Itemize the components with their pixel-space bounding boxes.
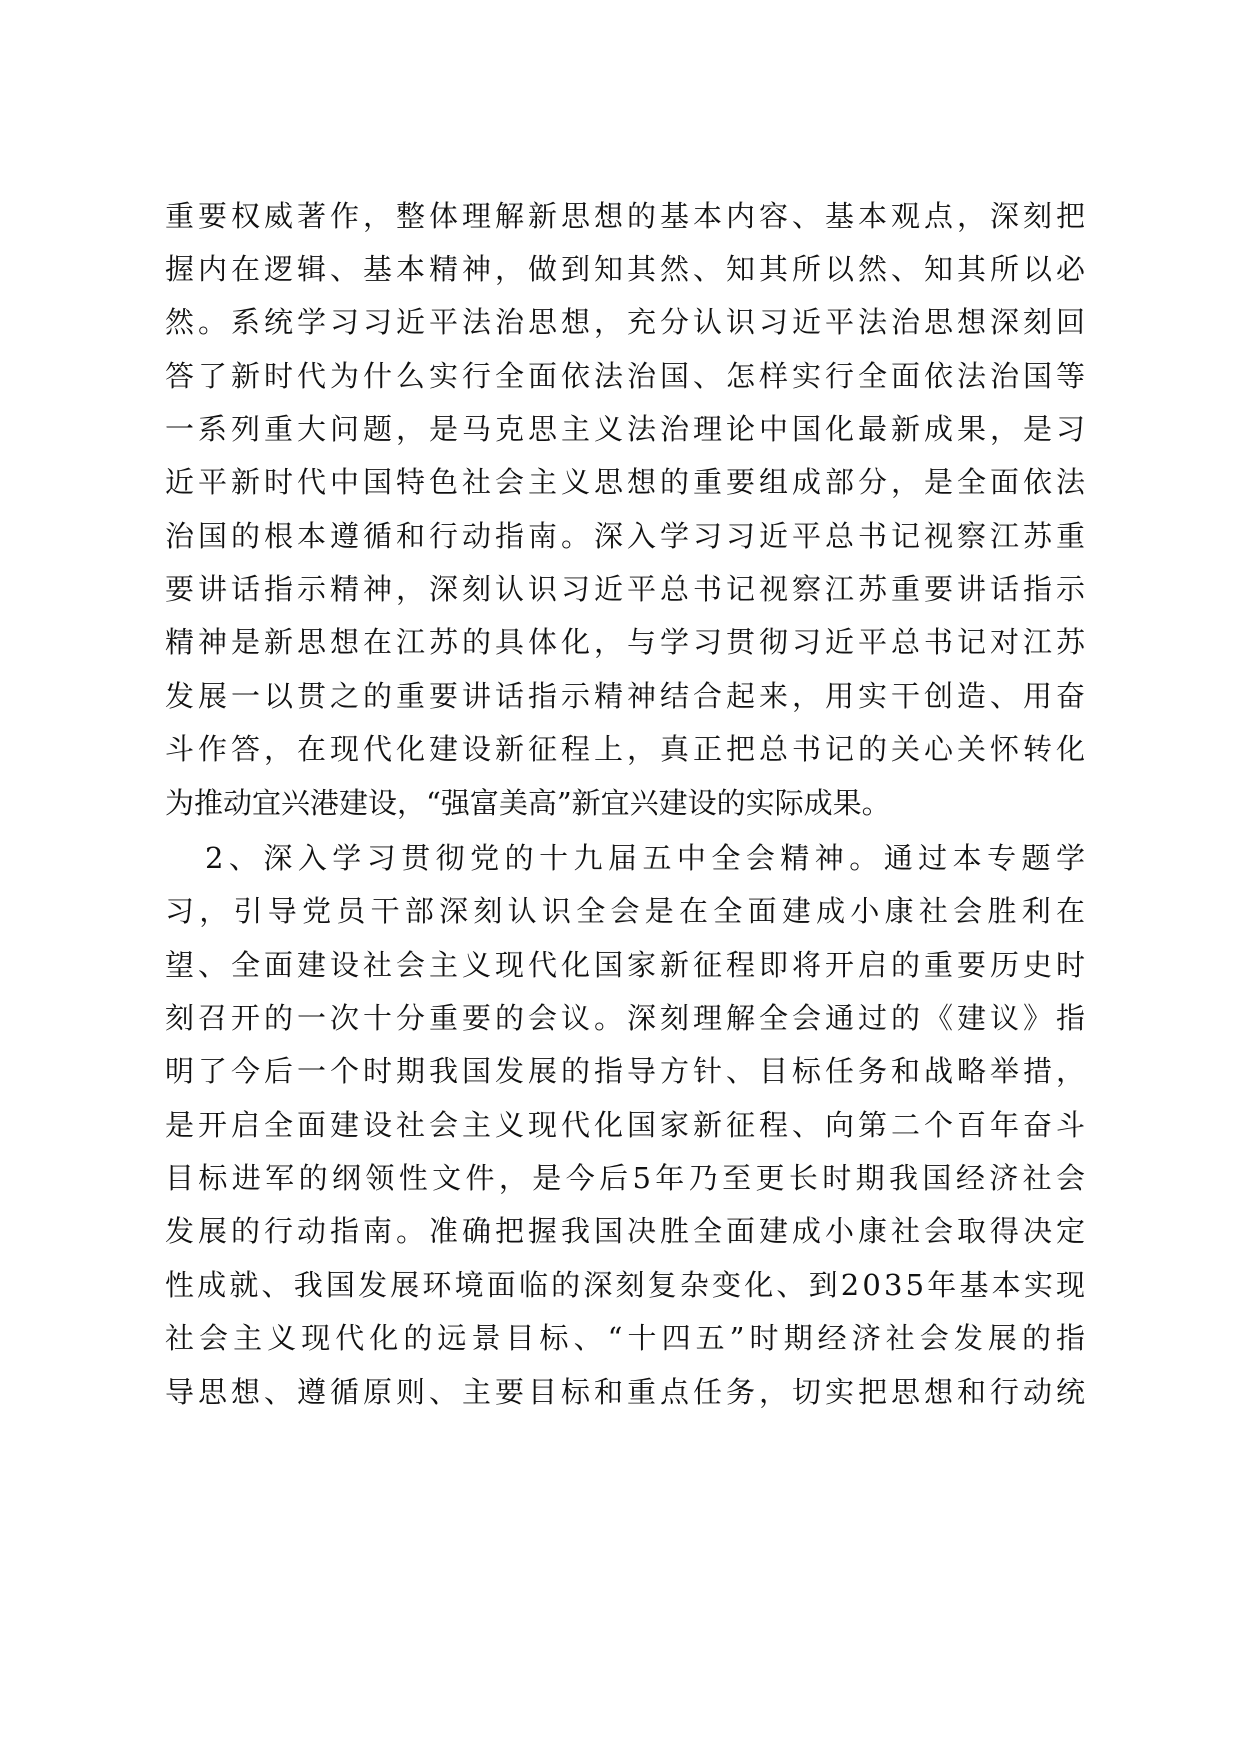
text-line: 社会主义现代化的远景目标、“十四五”时期经济社会发展的指 [165, 1321, 1091, 1355]
text-line: 性成就、我国发展环境面临的深刻复杂变化、到2035年基本实现 [165, 1268, 1089, 1302]
text-line: 发展的行动指南。准确把握我国决胜全面建成小康社会取得决定 [165, 1214, 1089, 1248]
text-line: 握内在逻辑、基本精神，做到知其然、知其所以然、知其所以必 [165, 252, 1089, 286]
text-line: 导思想、遵循原则、主要目标和重点任务，切实把思想和行动统 [165, 1375, 1089, 1409]
text-line: 精神是新思想在江苏的具体化，与学习贯彻习近平总书记对江苏 [165, 625, 1089, 659]
text-line: 习，引导党员干部深刻认识全会是在全面建成小康社会胜利在 [165, 894, 1091, 928]
text-line: 然。系统学习习近平法治思想，充分认识习近平法治思想深刻回 [165, 305, 1089, 339]
text-line: 目标进军的纲领性文件，是今后5年乃至更长时期我国经济社会 [165, 1161, 1090, 1195]
text-line: 治国的根本遵循和行动指南。深入学习习近平总书记视察江苏重 [165, 519, 1089, 553]
text-line: 发展一以贯之的重要讲话指示精神结合起来，用实干创造、用奋 [165, 679, 1089, 713]
text-line: 答了新时代为什么实行全面依法治国、怎样实行全面依法治国等 [165, 359, 1089, 393]
text-line: 一系列重大问题，是马克思主义法治理论中国化最新成果，是习 [165, 412, 1089, 446]
text-line: 斗作答，在现代化建设新征程上，真正把总书记的关心关怀转化 [165, 732, 1089, 766]
text-line: 刻召开的一次十分重要的会议。深刻理解全会通过的《建议》指 [165, 1001, 1089, 1035]
text-line: 望、全面建设社会主义现代化国家新征程即将开启的重要历史时 [165, 948, 1089, 982]
text-line: 是开启全面建设社会主义现代化国家新征程、向第二个百年奋斗 [165, 1108, 1089, 1142]
text-line: 重要权威著作，整体理解新思想的基本内容、基本观点，深刻把 [165, 199, 1089, 233]
text-line: 明了今后一个时期我国发展的指导方针、目标任务和战略举措， [165, 1054, 1089, 1088]
text-line: 为推动宜兴港建设，“强富美高”新宜兴建设的实际成果。 [165, 786, 891, 820]
text-line: 近平新时代中国特色社会主义思想的重要组成部分，是全面依法 [165, 465, 1089, 499]
paragraph-heading-line: 2、深入学习贯彻党的十九届五中全会精神。通过本专题学 [205, 841, 1091, 875]
text-line: 要讲话指示精神，深刻认识习近平总书记视察江苏重要讲话指示 [165, 572, 1089, 606]
